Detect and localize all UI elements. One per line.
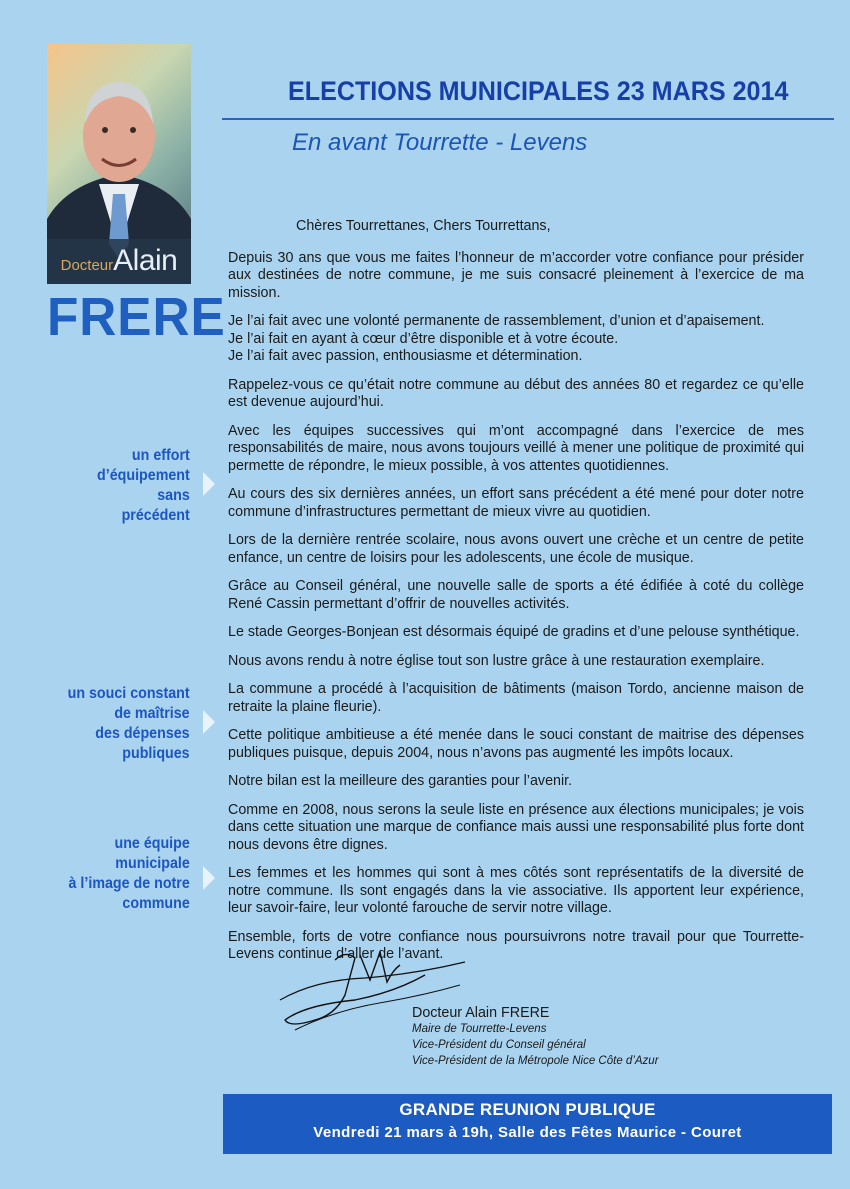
- callout-line: précédent: [121, 507, 190, 524]
- signature-block: [412, 1005, 659, 1069]
- paragraph: Je l’ai fait en ayant à cœur d’être disponible et à votre écoute.: [228, 330, 619, 347]
- callout-spending: [68, 684, 190, 764]
- paragraph: Rappelez-vous ce qu’était notre commune au début des années 80 et regardez ce qu’elle est devenue aujourd’hui.: [228, 376, 804, 410]
- title-divider: [222, 118, 834, 120]
- paragraph: La commune a procédé à l’acquisition de bâtiments (maison Tordo, ancienne maison de retraite la plaine fleurie).: [228, 681, 804, 715]
- callout-line: une équipe: [114, 835, 190, 852]
- callout-line: à l’image de notre: [68, 875, 190, 892]
- paragraph: Au cours des six dernières années, un effort sans précédent a été mené pour doter notre commune d’infrastructures permettant de mieux vivre au quotidien.: [228, 486, 804, 520]
- callout-equipment: [97, 446, 190, 526]
- paragraph: Ensemble, forts de votre confiance nous poursuivrons notre travail pour que Tourrette-Levens continue d’aller de l’avant.: [228, 928, 804, 962]
- caption-first-name: Alain: [113, 244, 178, 277]
- signatory-role: Maire de Tourrette-Levens: [412, 1023, 547, 1035]
- paragraph: Cette politique ambitieuse a été menée dans le souci constant de maitrise des dépenses publiques puisque, depuis 2004, nous n’avons pas augmenté les impôts locaux.: [228, 727, 804, 761]
- paragraph: Nous avons rendu à notre église tout son lustre grâce à une restauration exemplaire.: [228, 652, 765, 669]
- slogan: En avant Tourrette - Levens: [292, 129, 588, 156]
- paragraph: Grâce au Conseil général, une nouvelle salle de sports a été édifiée à coté du collège René Cassin permettant d’offrir de nouvelles activités.: [228, 578, 804, 612]
- paragraph: Je l’ai fait avec une volonté permanente de rassemblement, d’union et d’apaisement.: [228, 313, 765, 329]
- letter-body: [228, 218, 804, 975]
- event-banner: [223, 1094, 832, 1154]
- callout-line: d’équipement: [97, 467, 190, 484]
- paragraph: Le stade Georges-Bonjean est désormais équipé de gradins et d’une pelouse synthétique.: [228, 624, 800, 640]
- callout-line: municipale: [115, 855, 190, 872]
- paragraph: Les femmes et les hommes qui sont à mes côtés sont représentatifs de la diversité de notre commune. Ils sont engagés dans la vie associative. Ils apportent leur expérience, leur savoir-faire, leur volonté farouche de servir notre village.: [228, 865, 804, 916]
- paragraph: Comme en 2008, nous serons la seule liste en présence aux élections municipales; je vois dans cette situation une marque de confiance mais aussi une responsabilité plus forte dont nous devons être dignes.: [228, 801, 804, 853]
- paragraph: Notre bilan est la meilleure des garanties pour l’avenir.: [228, 773, 573, 789]
- banner-title: GRANDE REUNION PUBLIQUE: [399, 1100, 656, 1119]
- photo-caption: [47, 244, 191, 278]
- paragraph: Je l’ai fait avec passion, enthousiasme et détermination.: [228, 348, 583, 364]
- callout-line: commune: [122, 895, 190, 912]
- paragraph: Depuis 30 ans que vous me faites l’honneur de m’accorder votre confiance pour présider aux destinées de notre commune, je me suis consacré pleinement à l’exercice de ma mission.: [228, 249, 804, 301]
- page-title: ELECTIONS MUNICIPALES 23 MARS 2014: [288, 76, 789, 106]
- callout-arrow-icon: [203, 866, 215, 890]
- callout-arrow-icon: [203, 710, 215, 734]
- callout-line: de maîtrise: [114, 705, 190, 722]
- banner-details: Vendredi 21 mars à 19h, Salle des Fêtes Maurice - Couret: [313, 1124, 742, 1141]
- callout-line: un souci constant: [67, 685, 190, 702]
- signatory-role: Vice-Président de la Métropole Nice Côte d’Azur: [412, 1055, 659, 1067]
- salutation: Chères Tourrettanes, Chers Tourrettans,: [296, 218, 551, 234]
- signatory-role: Vice-Président du Conseil général: [412, 1039, 586, 1051]
- caption-title-prefix: Docteur: [60, 257, 114, 274]
- signatory-name: Docteur Alain FRERE: [412, 1005, 550, 1021]
- paragraph: Lors de la dernière rentrée scolaire, nous avons ouvert une crèche et un centre de petite enfance, un centre de loisirs pour les adolescents, une école de musique.: [228, 532, 804, 566]
- callout-line: un effort: [132, 447, 190, 464]
- candidate-photo: [47, 44, 191, 284]
- paragraph: Avec les équipes successives qui m’ont accompagné dans l’exercice de mes responsabilités de maire, nous avons toujours veillé à mener une politique de proximité qui permette de répondre, le mieux possible, à vos attentes quotidiennes.: [228, 422, 804, 474]
- callout-line: sans: [157, 487, 190, 504]
- candidate-surname: FRERE: [47, 287, 226, 347]
- callout-team: [69, 834, 190, 914]
- callout-line: des dépenses: [95, 725, 190, 742]
- callout-arrow-icon: [203, 472, 215, 496]
- callout-line: publiques: [122, 745, 190, 762]
